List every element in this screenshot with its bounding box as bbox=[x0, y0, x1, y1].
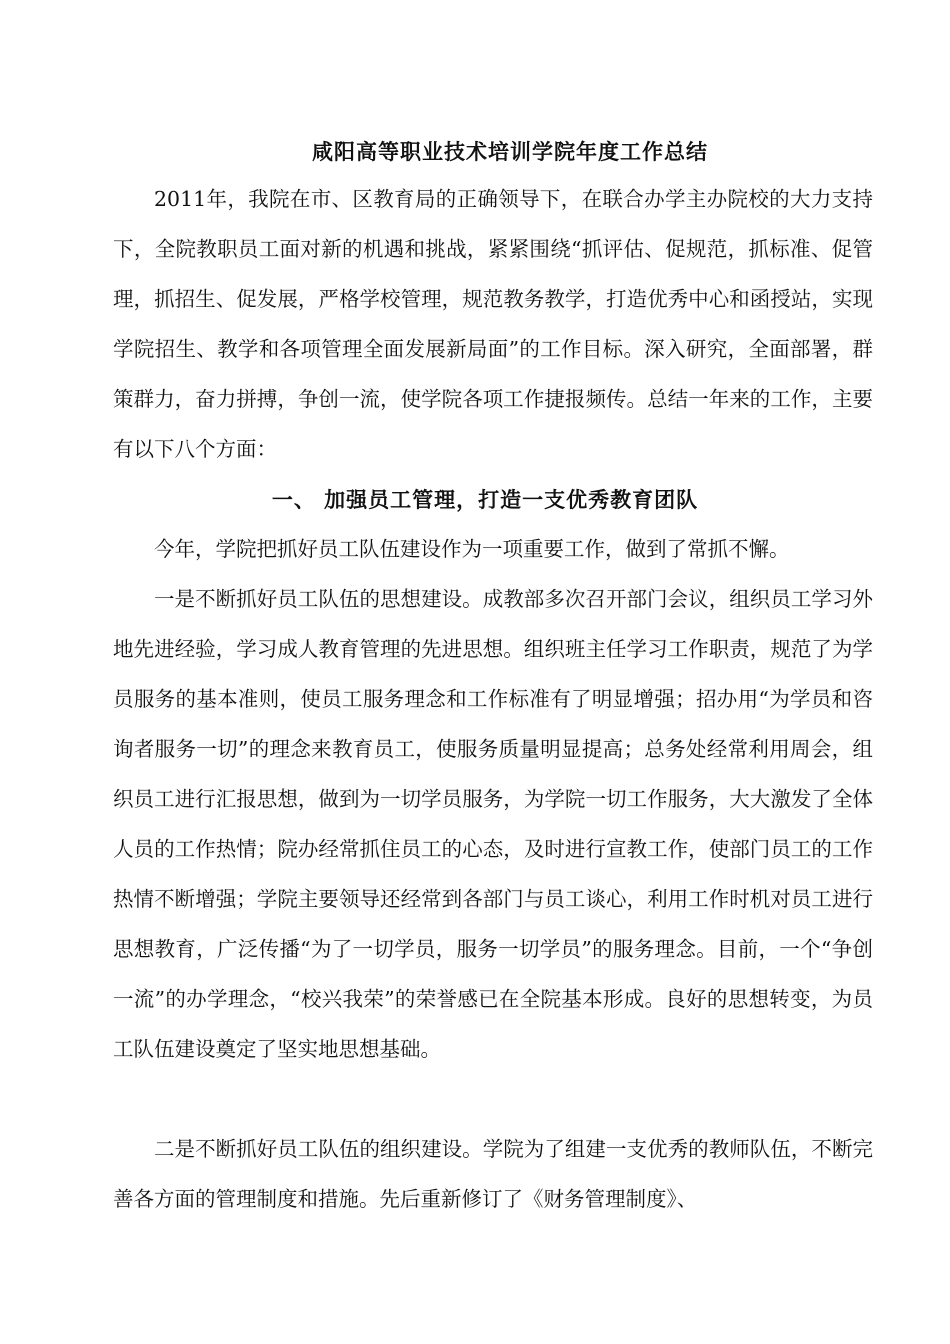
body-paragraph: 二是不断抓好员工队伍的组织建设。学院为了组建一支优秀的教师队伍，不断完善各方面的管理制度和措施。先后重新修订了《财务管理制度》、 bbox=[113, 1137, 873, 1211]
body-paragraph: 一是不断抓好员工队伍的思想建设。成教部多次召开部门会议，组织员工学习外地先进经验，学习成人教育管理的先进思想。组织班主任学习工作职责，规范了为学员服务的基本准则，使员工服务理念和工作标准有了明显增强；招办用“为学员和咨询者服务一切”的理念来教育员工，使服务质量明显提高；总务处经常利用周会，组织员工进行汇报思想，做到为一切学员服务，为学院一切工作服务，大大激发了全体人员的工作热情；院办经常抓住员工的心态，及时进行宣教工作，使部门员工的工作热情不断增强；学院主要领导还经常到各部门与员工谈心，利用工作时机对员工进行思想教育，广泛传播“为了一切学员，服务一切学员”的服务理念。目前，一个“争创一流”的办学理念，“校兴我荣”的荣誉感已在全院基本形成。良好的思想转变，为员工队伍建设奠定了坚实地思想基础。 bbox=[113, 587, 873, 1061]
section-heading: 一、 加强员工管理，打造一支优秀教育团队 bbox=[271, 487, 699, 512]
intro-paragraph: 2011年，我院在市、区教育局的正确领导下，在联合办学主办院校的大力支持下，全院教职员工面对新的机遇和挑战，紧紧围绕“抓评估、促规范，抓标准、促管理，抓招生、促发展，严格学校管理，规范教务教学，打造优秀中心和函授站，实现学院招生、教学和各项管理全面发展新局面”的工作目标。深入研究，全面部署，群策群力，奋力拼搏，争创一流，使学院各项工作捷报频传。总结一年来的工作，主要有以下八个方面： bbox=[113, 187, 873, 461]
document-title: 咸阳高等职业技术培训学院年度工作总结 bbox=[312, 139, 708, 164]
section-intro-paragraph: 今年，学院把抓好员工队伍建设作为一项重要工作，做到了常抓不懈。 bbox=[154, 537, 790, 561]
